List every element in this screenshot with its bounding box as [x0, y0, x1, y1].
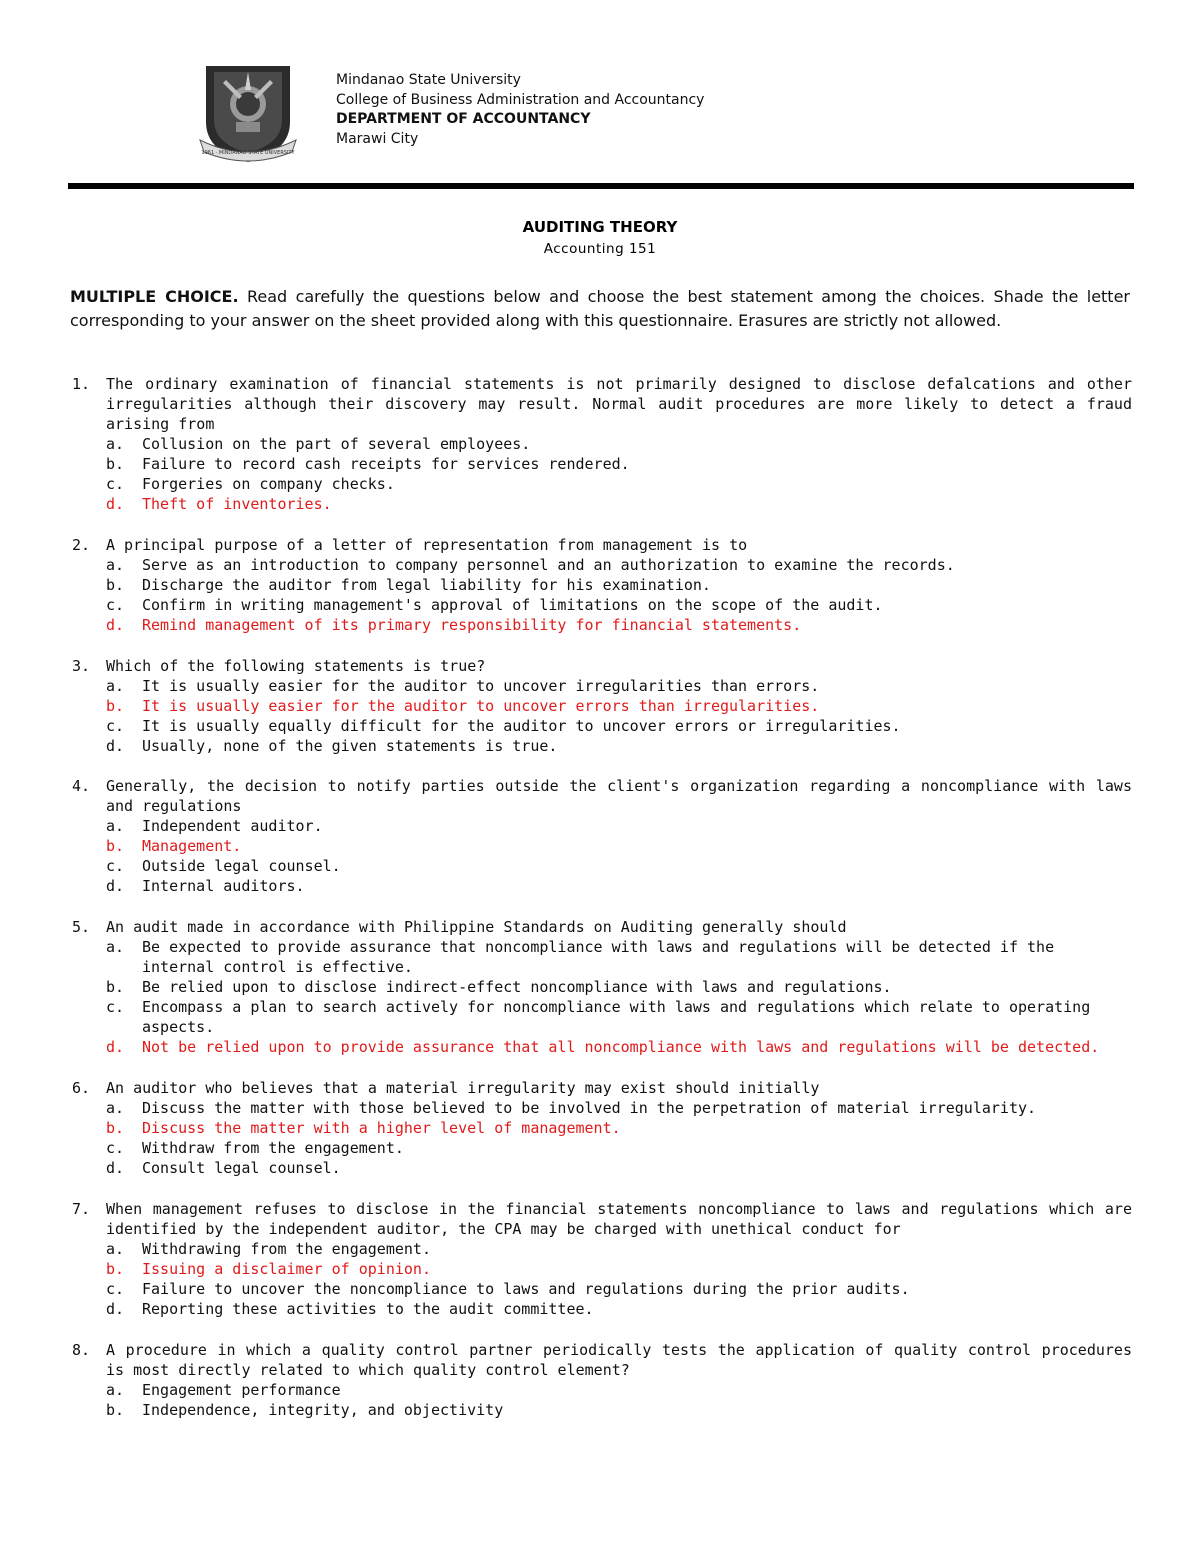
choice-letter: d. — [106, 1299, 125, 1318]
question-number: 2. — [72, 535, 91, 554]
question-text: Generally, the decision to notify parties outside the client's organization regarding a noncompliance with laws and regulations — [106, 777, 1132, 816]
answer-choice — [72, 1259, 1132, 1279]
question-text: The ordinary examination of financial statements is not primarily designed to disclose defalcations and other irregularities although their discovery may result. Normal audit procedures are more likely to detect a fraud arising from — [106, 375, 1132, 433]
choice-text: Failure to uncover the noncompliance to laws and regulations during the prior audits. — [142, 1279, 910, 1298]
choice-text: It is usually easier for the auditor to uncover errors than irregularities. — [142, 696, 820, 715]
exam-title: AUDITING THEORY — [522, 218, 678, 236]
question-stem — [72, 1199, 1132, 1239]
answer-choice — [72, 937, 1132, 977]
answer-choice — [72, 474, 1132, 494]
question-text: A procedure in which a quality control partner periodically tests the application of quality control procedures is most directly related to which quality control element? — [106, 1340, 1132, 1379]
answer-choice — [72, 434, 1132, 454]
choice-text: Withdraw from the engagement. — [142, 1138, 404, 1157]
choice-letter: b. — [106, 978, 125, 997]
question-text: A principal purpose of a letter of representation from management is to — [106, 535, 748, 554]
question-text: An audit made in accordance with Philippine Standards on Auditing generally should — [106, 918, 847, 937]
question-item — [72, 535, 1132, 635]
question-stem — [72, 374, 1132, 434]
choice-text: Usually, none of the given statements is true. — [142, 736, 558, 755]
question-stem — [72, 776, 1132, 816]
question-number: 4. — [72, 777, 91, 796]
question-text: When management refuses to disclose in the financial statements noncompliance to laws and regulations which are identified by the independent auditor, the CPA may be charged with unethical conduct for — [106, 1199, 1132, 1238]
choice-letter: d. — [106, 495, 125, 513]
college-name: College of Business Administration and Accountancy — [336, 91, 705, 108]
choice-letter: a. — [106, 1098, 125, 1117]
choice-letter: b. — [106, 455, 125, 473]
choice-letter: d. — [106, 877, 125, 896]
question-item — [72, 1199, 1132, 1319]
question-text: An auditor who believes that a material irregularity may exist should initially — [106, 1078, 820, 1097]
choice-letter: a. — [106, 1239, 125, 1258]
answer-choice — [72, 836, 1132, 856]
department-name: DEPARTMENT OF ACCOUNTANCY — [336, 111, 591, 127]
choice-text: Remind management of its primary responsibility for financial statements. — [142, 615, 802, 634]
answer-choice — [72, 1299, 1132, 1319]
question-number: 3. — [72, 656, 91, 675]
choice-text: Reporting these activities to the audit committee. — [142, 1299, 594, 1318]
choice-letter: b. — [106, 696, 125, 715]
choice-letter: c. — [106, 1138, 125, 1157]
choice-letter: c. — [106, 716, 125, 735]
instructions-text: Read carefully the questions below and choose the best statement among the choices. Shade the letter corresponding to your answer on the sheet provided along with this questionnaire. Erasures are strictly not allowed. — [70, 287, 1131, 330]
answer-choice — [72, 595, 1132, 615]
choice-text: Issuing a disclaimer of opinion. — [142, 1259, 431, 1278]
choice-text: It is usually equally difficult for the auditor to uncover errors or irregularities. — [142, 716, 901, 735]
answer-choice — [72, 1037, 1132, 1057]
question-stem — [72, 1340, 1132, 1380]
choice-text: Engagement performance — [142, 1380, 341, 1399]
answer-choice — [72, 454, 1132, 474]
choice-text: Withdrawing from the engagement. — [142, 1239, 431, 1258]
answer-choice — [72, 1158, 1132, 1178]
answer-choice — [72, 856, 1132, 876]
question-stem — [72, 656, 1132, 676]
choice-letter: a. — [106, 435, 125, 453]
question-item — [72, 656, 1132, 756]
answer-choice — [72, 716, 1132, 736]
question-number: 1. — [72, 375, 91, 393]
choice-text: Be expected to provide assurance that noncompliance with laws and regulations will be detected if the internal control is effective. — [142, 938, 1055, 977]
institution-header — [336, 71, 704, 149]
choice-text: Management. — [142, 837, 242, 856]
choice-letter: c. — [106, 998, 125, 1017]
choice-letter: c. — [106, 595, 125, 614]
question-number: 6. — [72, 1078, 91, 1097]
question-stem — [72, 1078, 1132, 1098]
choice-text: Discharge the auditor from legal liability for his examination. — [142, 575, 711, 594]
choice-text: Forgeries on company checks. — [142, 475, 395, 493]
answer-choice — [72, 494, 1132, 514]
choice-letter: b. — [106, 837, 125, 856]
answer-choice — [72, 977, 1132, 997]
choice-text: Independence, integrity, and objectivity — [142, 1400, 504, 1419]
answer-choice — [72, 1098, 1132, 1118]
question-item — [72, 776, 1132, 896]
choice-text: Be relied upon to disclose indirect-effect noncompliance with laws and regulations. — [142, 978, 892, 997]
answer-choice — [72, 1118, 1132, 1138]
choice-text: Discuss the matter with a higher level of management. — [142, 1118, 621, 1137]
choice-letter: c. — [106, 857, 125, 876]
choice-text: Theft of inventories. — [142, 495, 332, 513]
university-name: Mindanao State University — [336, 72, 521, 88]
question-text: Which of the following statements is true? — [106, 656, 486, 675]
choice-letter: d. — [106, 1158, 125, 1177]
choice-text: Collusion on the part of several employees. — [142, 435, 531, 453]
choice-text: Serve as an introduction to company personnel and an authorization to examine the records. — [142, 555, 955, 574]
choice-letter: a. — [106, 555, 125, 574]
choice-text: Failure to record cash receipts for services rendered. — [142, 455, 630, 473]
exam-subtitle: Accounting 151 — [543, 241, 657, 257]
answer-choice — [72, 555, 1132, 575]
choice-letter: c. — [106, 475, 125, 493]
answer-choice — [72, 676, 1132, 696]
answer-choice — [72, 1138, 1132, 1158]
choice-letter: a. — [106, 938, 125, 957]
question-number: 8. — [72, 1340, 91, 1359]
choice-letter: b. — [106, 1259, 125, 1278]
choice-text: Consult legal counsel. — [142, 1158, 341, 1177]
answer-choice — [72, 615, 1132, 635]
choice-letter: d. — [106, 1038, 125, 1057]
choice-letter: b. — [106, 575, 125, 594]
choice-text: Not be relied upon to provide assurance that all noncompliance with laws and regulations will be detected. — [142, 1038, 1100, 1057]
question-item — [72, 1340, 1132, 1420]
seal-text: 1961 · MINDANAO STATE UNIVERSITY — [201, 150, 295, 156]
question-stem — [72, 535, 1132, 555]
question-item — [72, 374, 1132, 514]
answer-choice — [72, 696, 1132, 716]
question-item — [72, 1078, 1132, 1178]
choice-text: Independent auditor. — [142, 817, 323, 836]
answer-choice — [72, 575, 1132, 595]
choice-letter: b. — [106, 1118, 125, 1137]
answer-choice — [72, 1239, 1132, 1259]
university-seal-icon — [196, 60, 300, 164]
answer-choice — [72, 1400, 1132, 1420]
choice-letter: d. — [106, 736, 125, 755]
choice-letter: b. — [106, 1400, 125, 1419]
question-number: 7. — [72, 1199, 91, 1218]
choice-text: Internal auditors. — [142, 877, 305, 896]
choice-text: It is usually easier for the auditor to uncover irregularities than errors. — [142, 676, 820, 695]
choice-letter: a. — [106, 817, 125, 836]
question-list — [72, 374, 1132, 1440]
choice-letter: d. — [106, 615, 125, 634]
choice-text: Encompass a plan to search actively for noncompliance with laws and regulations which relate to operating aspects. — [142, 998, 1091, 1037]
question-item — [72, 917, 1132, 1057]
answer-choice — [72, 1380, 1132, 1400]
header-rule — [68, 183, 1134, 189]
answer-choice — [72, 997, 1132, 1037]
answer-choice — [72, 816, 1132, 836]
answer-choice — [72, 1279, 1132, 1299]
instructions — [70, 285, 1130, 333]
choice-text: Outside legal counsel. — [142, 857, 341, 876]
answer-choice — [72, 876, 1132, 896]
answer-choice — [72, 736, 1132, 756]
instructions-label: MULTIPLE CHOICE. — [70, 287, 239, 306]
choice-letter: a. — [106, 676, 125, 695]
choice-letter: a. — [106, 1380, 125, 1399]
choice-letter: c. — [106, 1279, 125, 1298]
city-name: Marawi City — [336, 130, 419, 147]
choice-text: Confirm in writing management's approval of limitations on the scope of the audit. — [142, 595, 883, 614]
question-stem — [72, 917, 1132, 937]
choice-text: Discuss the matter with those believed to be involved in the perpetration of material irregularity. — [142, 1098, 1037, 1117]
question-number: 5. — [72, 918, 91, 937]
